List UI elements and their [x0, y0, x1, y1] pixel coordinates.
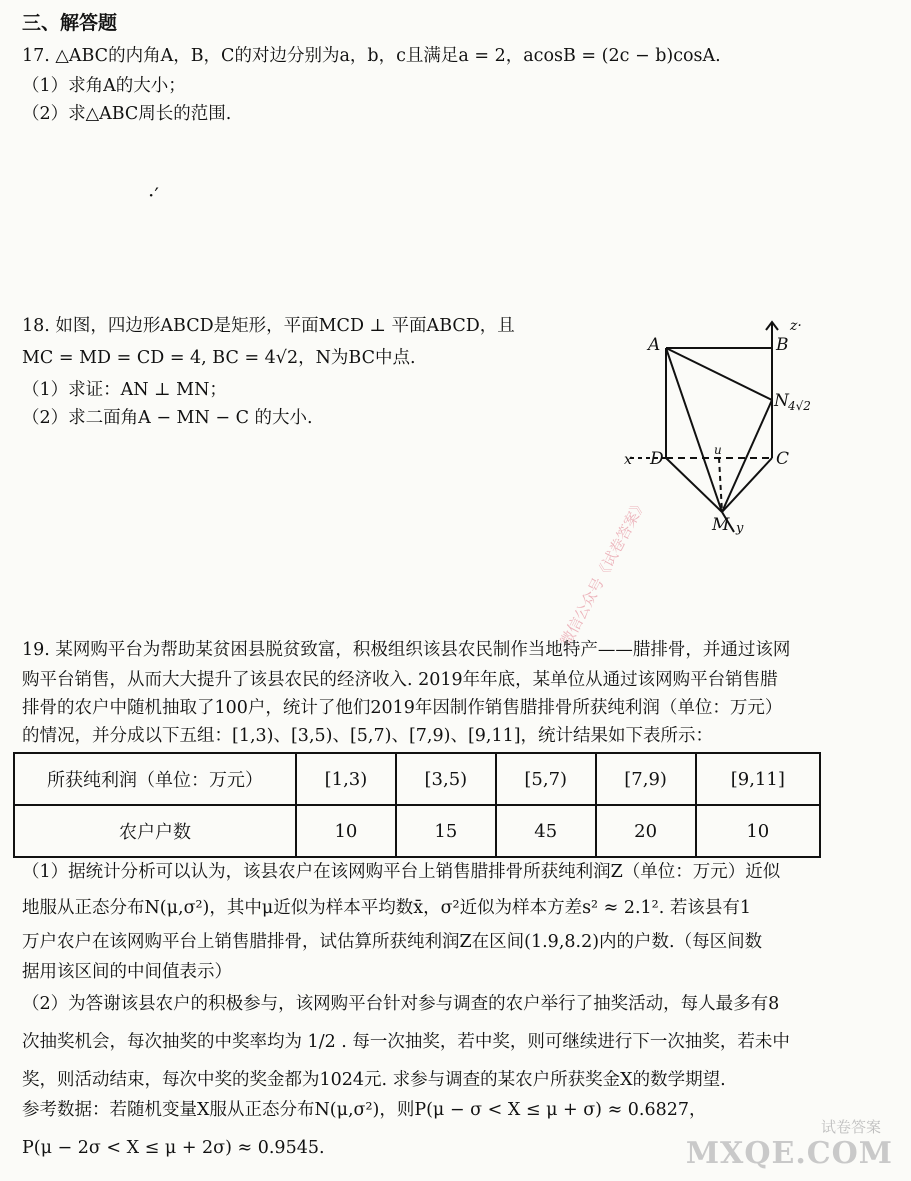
logo-subtitle: 试卷答案	[820, 1118, 881, 1136]
q19-intro-4: 的情况，并分成以下五组：[1,3)、[3,5)、[5,7)、[7,9)、[9,11]，统计结果如下表所示：	[22, 726, 714, 746]
q19-intro-2: 购平台销售，从而大大提升了该县农民的经济收入. 2019年年底，某单位从通过该网购平台销售腊	[22, 670, 778, 690]
label-n: N	[774, 391, 789, 411]
label-z: z·	[790, 318, 802, 334]
label-d: D	[650, 449, 664, 469]
edge-cm	[722, 458, 772, 512]
label-u: u	[714, 443, 722, 457]
table-cell-count: 45	[496, 805, 596, 857]
q19-part2-line-3: 奖，则活动结束，每次中奖的奖金都为1024元. 求参与调查的某农户所获奖金X的数学期望.	[22, 1070, 726, 1090]
stray-mark: ·′	[148, 183, 159, 207]
q19-intro-3: 排骨的农户中随机抽取了100户，统计了他们2019年因制作销售腊排骨所获纯利润（单位：万元）	[22, 698, 783, 718]
label-b: B	[776, 335, 789, 355]
label-a: A	[648, 335, 661, 355]
label-m: M	[712, 515, 730, 535]
profit-table	[13, 752, 821, 858]
q19-reference-1: 参考数据：若随机变量X服从正态分布N(μ,σ²)，则P(μ − σ < X ≤ μ + σ) ≈ 0.6827，	[22, 1100, 707, 1120]
table-cell-group: [7,9)	[596, 753, 696, 805]
label-n-note: 4√2	[788, 399, 811, 413]
table-cell-count: 10	[696, 805, 820, 857]
q18-part1: （1）求证：AN ⊥ MN；	[22, 380, 227, 400]
q19-part1-line-2: 地服从正态分布N(μ,σ²)，其中μ近似为样本平均数x̄，σ²近似为样本方差s² ≈ 2.1². 若该县有1	[22, 898, 751, 918]
table-row	[14, 805, 820, 857]
table-header-households: 农户户数	[14, 805, 296, 857]
q19-intro-1: 19. 某网购平台为帮助某贫困县脱贫致富，积极组织该县农民制作当地特产——腊排骨，并通过该网	[22, 640, 791, 660]
table-cell-group: [5,7)	[496, 753, 596, 805]
q17-part1: （1）求角A的大小；	[22, 76, 186, 96]
q17-stem: 17. △ABC的内角A，B，C的对边分别为a，b，c且满足a = 2，acosB = (2c − b)cosA.	[22, 46, 721, 66]
edge-nm	[722, 400, 772, 512]
q18-part2: （2）求二面角A − MN − C 的大小.	[22, 408, 313, 428]
section-title: 三、解答题	[22, 12, 118, 34]
table-cell-group: [1,3)	[296, 753, 396, 805]
table-cell-count: 15	[396, 805, 496, 857]
q17-part2: （2）求△ABC周长的范围.	[22, 104, 232, 124]
edge-am	[666, 348, 722, 512]
table-cell-group: [9,11]	[696, 753, 820, 805]
q19-reference-2: P(μ − 2σ < X ≤ μ + 2σ) ≈ 0.9545.	[22, 1138, 325, 1158]
table-row	[14, 753, 820, 805]
label-c: C	[776, 449, 790, 469]
table-cell-group: [3,5)	[396, 753, 496, 805]
table-cell-count: 10	[296, 805, 396, 857]
label-y: y	[736, 521, 744, 536]
q19-part2-line-1: （2）为答谢该县农户的积极参与，该网购平台针对参与调查的农户举行了抽奖活动，每人最多有8	[22, 994, 780, 1014]
q19-part1-line-3: 万户农户在该网购平台上销售腊排骨，试估算所获纯利润Z在区间(1.9,8.2)内的户数.（每区间数	[22, 932, 763, 952]
table-header-profit: 所获纯利润（单位：万元）	[14, 753, 296, 805]
q19-part1-line-4: 据用该区间的中间值表示）	[22, 962, 232, 982]
q19-part1-line-1: （1）据统计分析可以认为，该县农户在该网购平台上销售腊排骨所获纯利润Z（单位：万元）近似	[22, 862, 781, 882]
q18-given: MC = MD = CD = 4, BC = 4√2，N为BC中点.	[22, 348, 416, 368]
q18-stem: 18. 如图，四边形ABCD是矩形，平面MCD ⊥ 平面ABCD，且	[22, 316, 515, 336]
q19-part2-line-2: 次抽奖机会，每次抽奖的中奖率均为 1/2 . 每一次抽奖，若中奖，则可继续进行下一次抽奖，若未中	[22, 1032, 790, 1052]
label-x: x	[624, 452, 632, 468]
site-logo: MXQE.COM	[685, 1136, 893, 1171]
watermark-text: 微信公众号《试卷答案》	[556, 495, 651, 650]
table-cell-count: 20	[596, 805, 696, 857]
